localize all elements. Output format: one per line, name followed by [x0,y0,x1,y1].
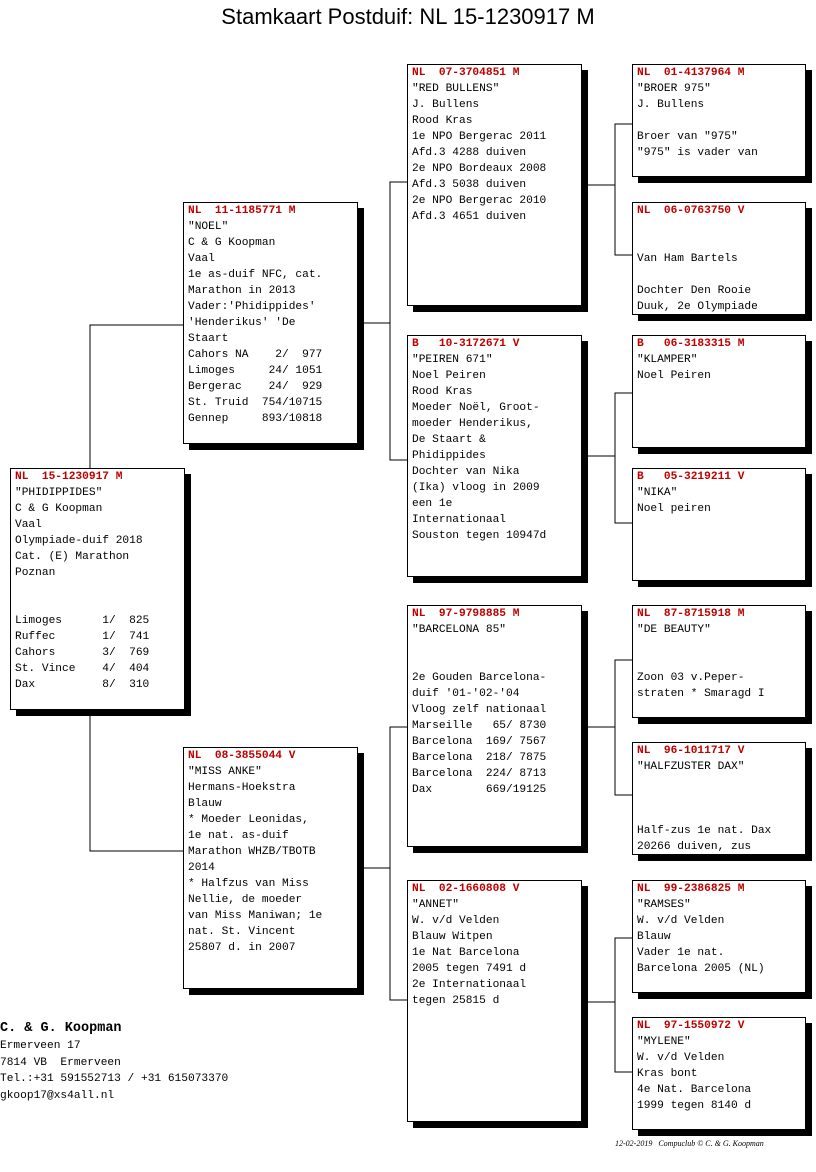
ring-number: NL 01-4137964 M [637,67,745,79]
card-line: Limoges 1/ 825 [15,615,150,627]
card-line: Barcelona 169/ 7567 [412,736,547,748]
card-line: Noel peiren [637,503,711,515]
card-line: Vaal [15,519,42,531]
ring-number: NL 06-0763750 V [637,205,745,217]
card-line: "RAMSES" [637,899,691,911]
card-line: "NOEL" [188,221,229,233]
card-line: Phidippides [412,450,486,462]
card-line: J. Bullens [637,99,705,111]
card-line: duif '01-'02-'04 [412,688,520,700]
card-line [637,807,801,823]
card-line: "HALFZUSTER DAX" [637,761,745,773]
card-line: 2e NPO Bergerac 2010 [412,195,547,207]
card-line: moeder Henderikus, [412,418,533,430]
card-line: W. v/d Velden [412,915,500,927]
pigeon-card-subject [10,468,185,710]
card-line [637,791,801,807]
pigeon-card-mother [183,747,358,989]
card-line: Zoon 03 v.Peper- [637,672,745,684]
ring-number: NL 99-2386825 M [637,883,745,895]
card-line: Vader:'Phidippides' [188,301,316,313]
card-line: Moeder Noël, Groot- [412,402,540,414]
card-line [637,638,801,654]
card-line: straten * Smaragd I [637,688,765,700]
owner-email[interactable]: gkoop17@xs4all.nl [0,1089,115,1102]
card-line: Dax 8/ 310 [15,679,150,691]
card-line: "KLAMPER" [637,354,698,366]
card-line: C & G Koopman [188,237,276,249]
pigeon-card-mm [407,880,582,1122]
card-line: J. Bullens [412,99,480,111]
ring-number: B 06-3183315 M [637,338,745,350]
card-line: tegen 25815 d [412,995,500,1007]
card-line: Ruffec 1/ 741 [15,631,150,643]
card-line: "BROER 975" [637,83,711,95]
card-line: Vaal [188,253,215,265]
card-line: "ANNET" [412,899,459,911]
card-line: Van Ham Bartels [637,253,738,265]
card-line: Afd.3 5038 duiven [412,179,527,191]
card-line: St. Vince 4/ 404 [15,663,150,675]
card-line [637,235,801,251]
card-line: Dochter Den Rooie [637,285,752,297]
card-line: Duuk, 2e Olympiade [637,301,758,313]
pigeon-card-mff [632,605,806,718]
card-line: Blauw [637,931,671,943]
card-line: een 1e [412,498,453,510]
card-line: 2014 [188,862,215,874]
card-line: Rood Kras [412,115,473,127]
card-line: W. v/d Velden [637,915,725,927]
owner-address-line: 7814 VB Ermerveen [0,1056,121,1069]
card-line: Dax 669/19125 [412,784,547,796]
ring-number: B 05-3219211 V [637,471,745,483]
card-line: Rood Kras [412,386,473,398]
card-line: Kras bont [637,1068,698,1080]
pigeon-card-mmf [632,880,806,993]
card-line [412,638,577,654]
card-line: Hermans-Hoekstra [188,782,296,794]
card-line: Barcelona 2005 (NL) [637,963,765,975]
ring-number: NL 15-1230917 M [15,471,123,483]
card-line: Staart [188,333,229,345]
card-line: "DE BEAUTY" [637,624,711,636]
card-line: Olympiade-duif 2018 [15,535,143,547]
card-line [637,267,801,283]
card-line: St. Truid 754/10715 [188,397,323,409]
card-line: Nellie, de moeder [188,894,303,906]
card-line: "BARCELONA 85" [412,624,506,636]
ring-number: B 10-3172671 V [412,338,520,350]
card-line: 20266 duiven, zus [637,841,752,853]
card-line: "PEIREN 671" [412,354,493,366]
card-line: "975" is vader van [637,147,758,159]
card-line: Limoges 24/ 1051 [188,365,323,377]
card-line: Half-zus 1e nat. Dax [637,825,772,837]
card-line: Barcelona 224/ 8713 [412,768,547,780]
card-line: 2e Internationaal [412,979,527,991]
card-line: 1e NPO Bergerac 2011 [412,131,547,143]
card-line: 1e nat. as-duif [188,830,289,842]
ring-number: NL 08-3855044 V [188,750,296,762]
card-line: Cahors 3/ 769 [15,647,150,659]
card-line: Vader 1e nat. [637,947,725,959]
card-line: Noel Peiren [637,370,711,382]
card-line: 'Henderikus' 'De [188,317,296,329]
card-line: Afd.3 4651 duiven [412,211,527,223]
card-line: Internationaal [412,514,506,526]
card-line [637,219,801,235]
card-line: * Moeder Leonidas, [188,814,309,826]
pigeon-card-mmm [632,1017,806,1130]
card-line: Marseille 65/ 8730 [412,720,547,732]
ring-number: NL 97-9798885 M [412,608,520,620]
owner-phone: Tel.:+31 591552713 / +31 615073370 [0,1073,229,1085]
card-line: Bergerac 24/ 929 [188,381,323,393]
ring-number: NL 97-1550972 V [637,1020,745,1032]
card-line: C & G Koopman [15,503,103,515]
card-line: Barcelona 218/ 7875 [412,752,547,764]
card-line: Marathon WHZB/TBOTB [188,846,316,858]
owner-info [0,1020,228,1104]
card-line: 4e Nat. Barcelona [637,1084,752,1096]
card-line: Blauw Witpen [412,931,493,943]
card-line: Blauw [188,798,222,810]
ring-number: NL 11-1185771 M [188,205,296,217]
pigeon-card-mf [407,605,582,847]
card-line: 2e NPO Bordeaux 2008 [412,163,547,175]
card-line [637,654,801,670]
card-line: nat. St. Vincent [188,926,296,938]
pigeon-card-fmf [632,335,806,448]
card-line: Cahors NA 2/ 977 [188,349,323,361]
card-line: (Ika) vloog in 2009 [412,482,540,494]
card-line: Dochter van Nika [412,466,520,478]
card-line: Cat. (E) Marathon [15,551,130,563]
card-line: De Staart & [412,434,486,446]
card-line: * Halfzus van Miss [188,878,309,890]
card-line: 1e as-duif NFC, cat. [188,269,323,281]
card-line: 2005 tegen 7491 d [412,963,527,975]
card-line: van Miss Maniwan; 1e [188,910,323,922]
card-line: "NIKA" [637,487,678,499]
card-line: Gennep 893/10818 [188,413,323,425]
card-line: "PHIDIPPIDES" [15,487,103,499]
pigeon-card-ffm [632,202,806,315]
pigeon-card-ff [407,64,582,306]
footer-credit: 12-02-2019 Compuclub © C. & G. Koopman [615,1139,764,1148]
pigeon-card-fmm [632,468,806,581]
card-line [15,597,180,613]
card-line: 25807 d. in 2007 [188,942,296,954]
pigeon-card-fff [632,64,806,177]
owner-name: C. & G. Koopman [0,1021,122,1036]
card-line: Afd.3 4288 duiven [412,147,527,159]
card-line: Broer van "975" [637,131,738,143]
card-line [15,581,180,597]
ring-number: NL 02-1660808 V [412,883,520,895]
page-title: Stamkaart Postduif: NL 15-1230917 M [221,4,595,29]
card-line: Noel Peiren [412,370,486,382]
card-line: "MYLENE" [637,1036,691,1048]
ring-number: NL 87-8715918 M [637,608,745,620]
card-line: "RED BULLENS" [412,83,500,95]
card-line: Marathon in 2013 [188,285,296,297]
card-line [412,654,577,670]
card-line: Poznan [15,567,56,579]
ring-number: NL 96-1011717 V [637,745,745,757]
pigeon-card-mfm [632,742,806,855]
card-line: 1999 tegen 8140 d [637,1100,752,1112]
pigeon-card-father [183,202,358,444]
card-line [637,775,801,791]
card-line [637,113,801,129]
card-line: Souston tegen 10947d [412,530,547,542]
card-line: W. v/d Velden [637,1052,725,1064]
card-line: Vloog zelf nationaal [412,704,547,716]
card-line: "MISS ANKE" [188,766,262,778]
ring-number: NL 07-3704851 M [412,67,520,79]
pigeon-card-fm [407,335,582,577]
owner-address-line: Ermerveen 17 [0,1040,81,1052]
card-line: 2e Gouden Barcelona- [412,672,547,684]
card-line: 1e Nat Barcelona [412,947,520,959]
